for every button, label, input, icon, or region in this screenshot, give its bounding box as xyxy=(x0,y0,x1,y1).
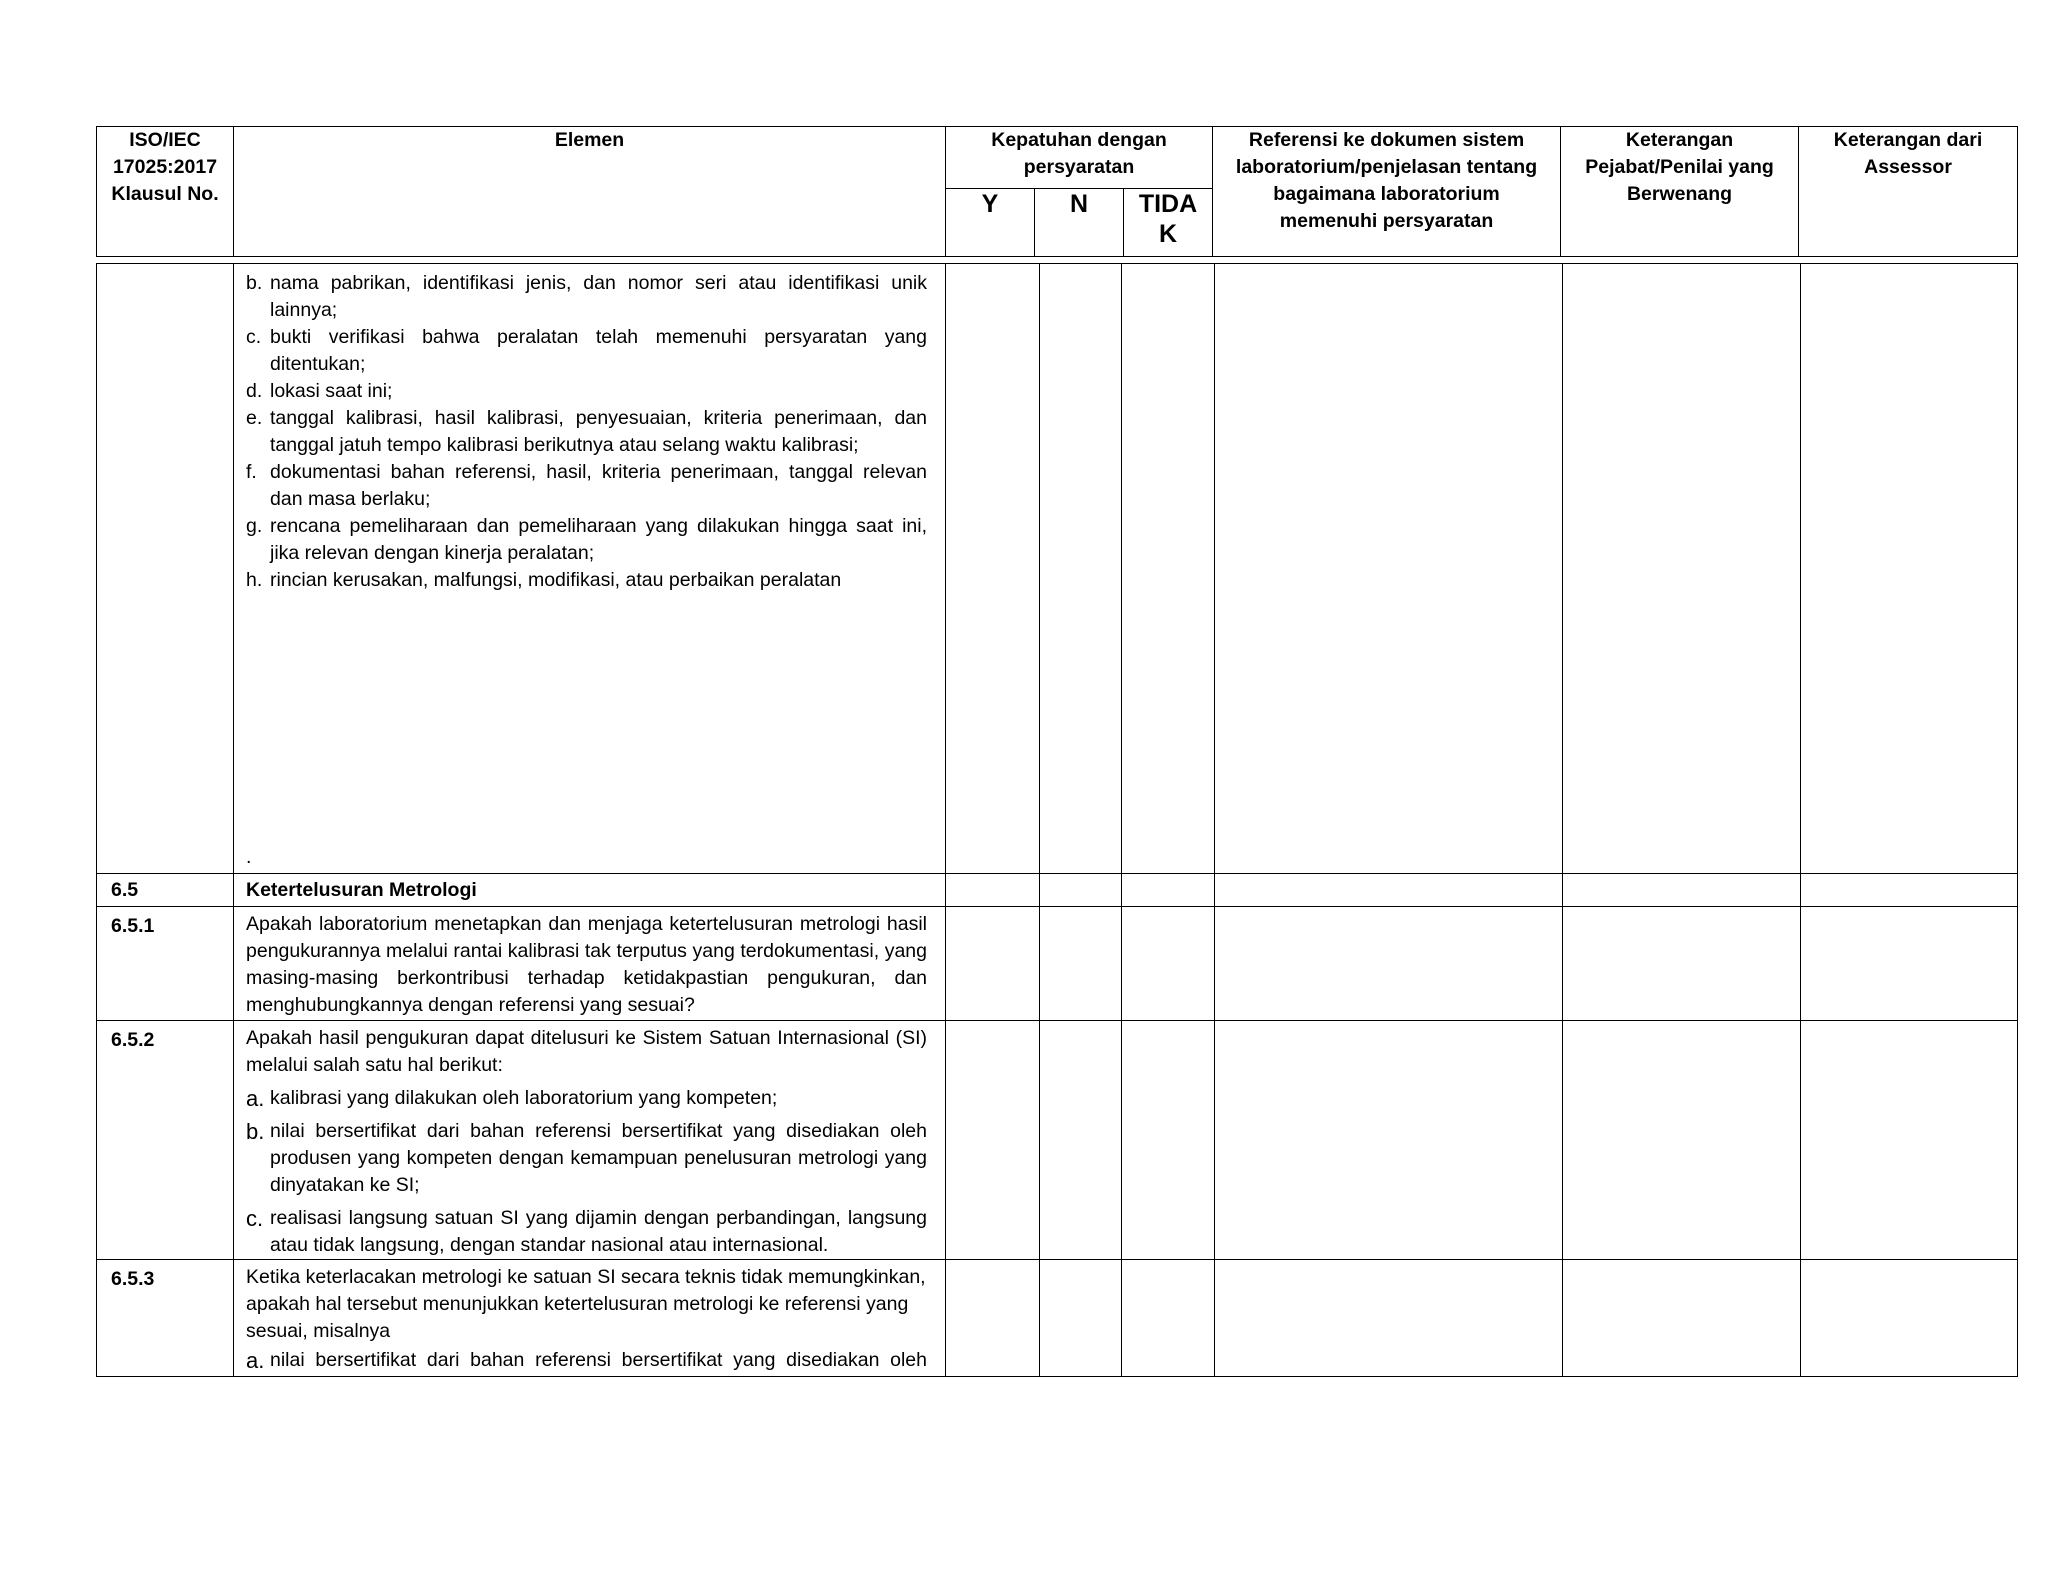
list-item: a. nilai bersertifikat dari bahan referensi bersertifikat yang disediakan oleh xyxy=(246,1348,927,1373)
list-item: e. tanggal kalibrasi, hasil kalibrasi, penyesuaian, kriteria penerimaan, dan tanggal jatuh tempo kalibrasi berikutnya atau selang waktu kalibrasi; xyxy=(246,407,927,456)
assessor-cell xyxy=(1801,874,2018,907)
list-item: b. nilai bersertifikat dari bahan referensi bersertifikat yang disediakan oleh produsen yang kompeten dengan kemampuan penelusuran metrologi yang dinyatakan ke SI; xyxy=(246,1119,927,1196)
official-cell xyxy=(1563,874,1801,907)
header-element: Elemen xyxy=(234,127,946,257)
header-assessor: Keterangan dari Assessor xyxy=(1799,127,2018,257)
tidak-cell xyxy=(1122,1260,1215,1377)
header-table xyxy=(96,126,2018,257)
list-item: c. bukti verifikasi bahwa peralatan telah memenuhi persyaratan yang ditentukan; xyxy=(246,326,927,375)
clause-cell xyxy=(97,264,234,874)
assessor-cell xyxy=(1801,1021,2018,1260)
clause-cell: 6.5.2 xyxy=(97,1021,234,1260)
n-cell xyxy=(1040,874,1122,907)
n-cell xyxy=(1040,264,1122,874)
table-row xyxy=(97,907,2018,1021)
y-cell xyxy=(946,874,1040,907)
y-cell xyxy=(946,264,1040,874)
official-cell xyxy=(1563,907,1801,1021)
clause-cell: 6.5 xyxy=(97,874,234,907)
section-title: Ketertelusuran Metrologi xyxy=(234,874,946,907)
assessor-cell xyxy=(1801,907,2018,1021)
n-cell xyxy=(1040,1021,1122,1260)
reference-cell xyxy=(1215,1260,1563,1377)
table-row xyxy=(97,264,2018,874)
official-cell xyxy=(1563,1260,1801,1377)
stray-dot: . xyxy=(246,846,252,868)
list-item: d. lokasi saat ini; xyxy=(246,380,393,402)
y-cell xyxy=(946,907,1040,1021)
tidak-cell xyxy=(1122,907,1215,1021)
list-item: c. realisasi langsung satuan SI yang dijamin dengan perbandingan, langsung atau tidak langsung, dengan standar nasional atau internasional. xyxy=(246,1206,927,1256)
y-cell xyxy=(946,1260,1040,1377)
tidak-cell xyxy=(1122,264,1215,874)
element-cell: Apakah hasil pengukuran dapat ditelusuri ke Sistem Satuan Internasional (SI) melalui salah satu hal berikut: a. kalibrasi yang dilakukan oleh laboratorium yang kompeten; b. nilai bersertifikat dari bahan referensi bersertifikat yang disediakan oleh produsen yang kompeten dengan kemampuan penelusuran metrologi yang dinyatakan ke SI; c. realisasi langsung satuan SI yang dijamin dengan perbandingan, langsung atau tidak langsung, dengan standar nasional atau internasional. xyxy=(234,1021,946,1260)
header-compliance: Kepatuhan dengan persyaratan xyxy=(946,127,1213,189)
header-n: N xyxy=(1035,189,1124,257)
assessor-cell xyxy=(1801,264,2018,874)
reference-cell xyxy=(1215,907,1563,1021)
n-cell xyxy=(1040,907,1122,1021)
reference-cell xyxy=(1215,264,1563,874)
official-cell xyxy=(1563,1021,1801,1260)
list-item: f. dokumentasi bahan referensi, hasil, kriteria penerimaan, tanggal relevan dan masa berlaku; xyxy=(246,461,927,510)
table-row xyxy=(97,874,2018,907)
header-reference: Referensi ke dokumen sistem laboratorium/penjelasan tentang bagaimana laboratorium memenuhi persyaratan xyxy=(1213,127,1561,257)
element-cell xyxy=(234,264,946,874)
list-item: g. rencana pemeliharaan dan pemeliharaan yang dilakukan hingga saat ini, jika relevan dengan kinerja peralatan; xyxy=(246,515,927,564)
reference-cell xyxy=(1215,1021,1563,1260)
tidak-cell xyxy=(1122,1021,1215,1260)
assessor-cell xyxy=(1801,1260,2018,1377)
list-item: h. rincian kerusakan, malfungsi, modifikasi, atau perbaikan peralatan xyxy=(246,569,842,591)
element-cell: Ketika keterlacakan metrologi ke satuan SI secara teknis tidak memungkinkan, apakah hal tersebut menunjukkan ketertelusuran metrologi ke referensi yang sesuai, misalnya a. nilai bersertifikat dari bahan referensi bersertifikat yang disediakan oleh xyxy=(234,1260,946,1377)
header-tidak: TIDA K xyxy=(1124,189,1213,257)
header-y: Y xyxy=(946,189,1035,257)
body-table xyxy=(96,263,2018,1377)
header-clause: ISO/IEC 17025:2017 Klausul No. xyxy=(97,127,234,257)
table-row xyxy=(97,1260,2018,1377)
y-cell xyxy=(946,1021,1040,1260)
n-cell xyxy=(1040,1260,1122,1377)
header-official: Keterangan Pejabat/Penilai yang Berwenang xyxy=(1561,127,1799,257)
list-item: b. nama pabrikan, identifikasi jenis, dan nomor seri atau identifikasi unik lainnya; xyxy=(246,272,927,321)
element-cell: Apakah laboratorium menetapkan dan menjaga ketertelusuran metrologi hasil pengukurannya melalui rantai kalibrasi tak terputus yang terdokumentasi, yang masing-masing berkontribusi terhadap ketidakpastian pengukuran, dan menghubungkannya dengan referensi yang sesuai? xyxy=(234,907,946,1021)
clause-cell: 6.5.1 xyxy=(97,907,234,1021)
reference-cell xyxy=(1215,874,1563,907)
clause-cell: 6.5.3 xyxy=(97,1260,234,1377)
table-row xyxy=(97,1021,2018,1260)
tidak-cell xyxy=(1122,874,1215,907)
official-cell xyxy=(1563,264,1801,874)
list-item: a. kalibrasi yang dilakukan oleh laboratorium yang kompeten; xyxy=(246,1086,778,1111)
